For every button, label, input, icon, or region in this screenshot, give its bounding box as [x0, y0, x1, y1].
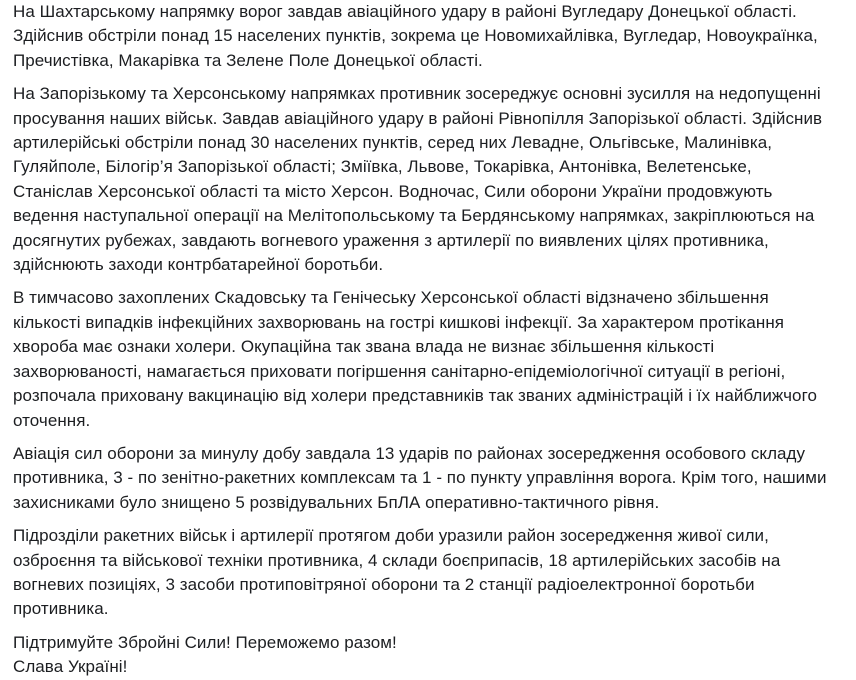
paragraph-cholera-outbreak: В тимчасово захоплених Скадовську та Генічеську Херсонської області відзначено збільшення кількості випадків інфекційних захворювань на гострі кишкові інфекції. За характером протікання хвороба має ознаки холери. Окупаційна так звана влада не визнає збільшення кількості захворюваності, намагається приховати погіршення санітарно-епідеміологічної ситуації в регіоні, розпочала приховану вакцинацію від холери представників так званих адміністрацій і їх найближчого оточення. — [13, 288, 817, 430]
post-body — [13, 0, 851, 680]
paragraph-artillery-strikes: Підрозділи ракетних військ і артилерії протягом доби уразили район зосередження живої сили, озброєння та військової техніки противника, 4 склади боєприпасів, 18 артилерійських засобів на вогневих позиціях, 3 засоби протиповітряної оборони та 2 станції радіоелектронної боротьби противника. — [13, 526, 781, 619]
paragraph-aviation-strikes: Авіація сил оборони за минулу добу завдала 13 ударів по районах зосередження особового складу противника, 3 - по зенітно-ракетних комплексам та 1 - по пункту управління ворога. Крім того, нашими захисниками було знищено 5 розвідувальних БпЛА оперативно-тактичного рівня. — [13, 443, 827, 512]
paragraph-shakhtarske-direction: На Шахтарському напрямку ворог завдав авіаційного удару в районі Вугледару Донецької області. Здійснив обстріли понад 15 населених пунктів, зокрема це Новомихайлівка, Вугледар, Новоукраїнка, Пречистівка, Макарівка та Зелене Поле Донецької області. — [13, 2, 818, 70]
paragraph-zaporizhzhia-kherson-directions: На Запорізькому та Херсонському напрямках противник зосереджує основні зусилля на недопущенні просування наших військ. Завдав авіаційного удару в районі Рівнопілля Запорізької області. Здійснив артилерійські обстріли понад 30 населених пунктів, серед них Левадне, Ольгівське, Малинівка, Гуляйполе, Білогір’я Запорізької області; Зміївка, Львове, Токарівка, Антонівка, Велетенське, Станіслав Херсонської області та місто Херсон. Водночас, Сили оборони України продовжують ведення наступальної операції на Мелітопольському та Бердянському напрямках, закріплюються на досягнутих рубежах, завдають вогневого ураження з артилерії по виявлених цілях противника, здійснюють заходи контрбатарейної боротьби. — [13, 84, 823, 275]
paragraph-closing-slogan: Підтримуйте Збройні Сили! Переможемо разом! Слава Україні! — [13, 632, 397, 677]
